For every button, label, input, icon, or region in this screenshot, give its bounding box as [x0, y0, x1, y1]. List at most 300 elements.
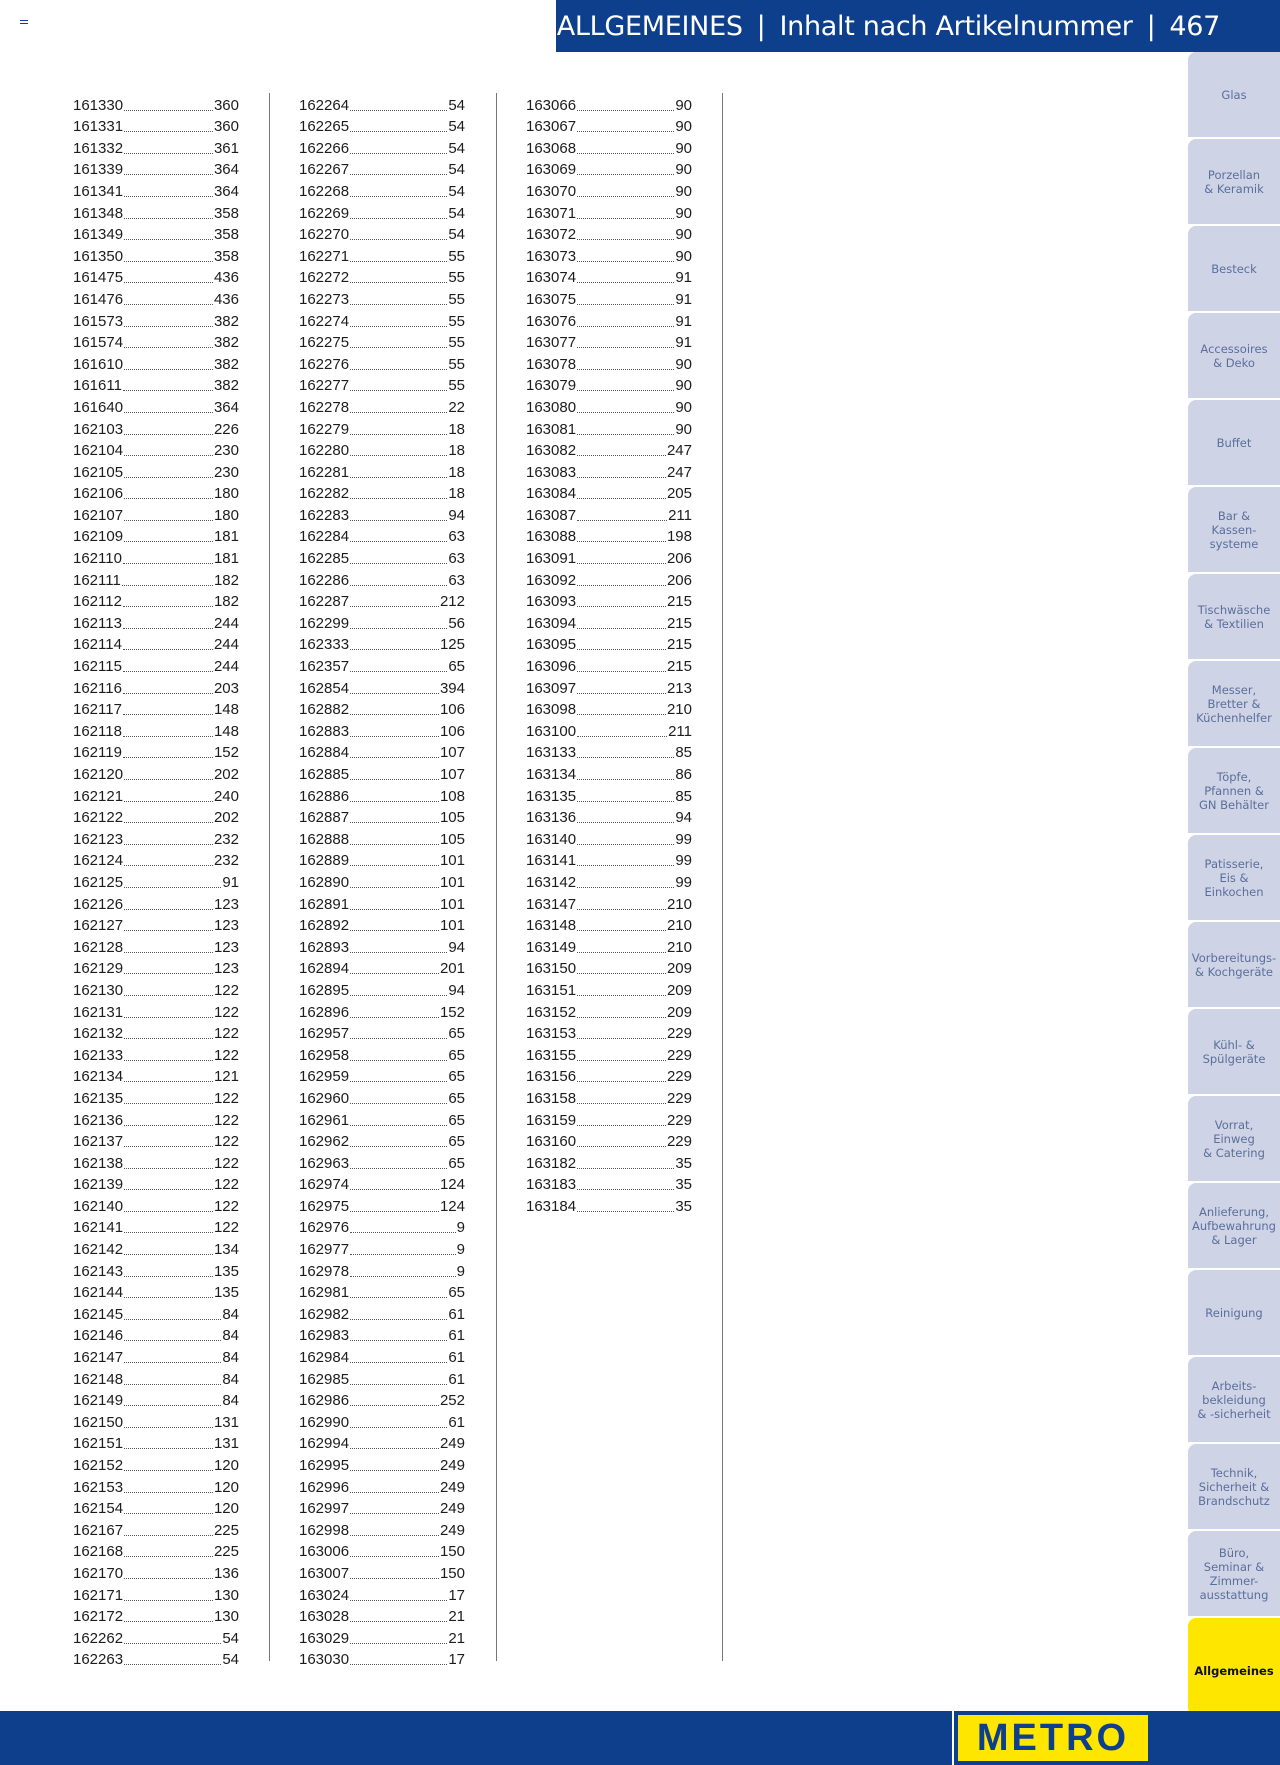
- article-number: 162126: [73, 895, 124, 913]
- article-number: 163068: [526, 139, 577, 157]
- dot-leader: [124, 779, 213, 780]
- index-entry: [73, 1043, 239, 1065]
- dot-leader: [124, 1535, 213, 1536]
- dot-leader: [577, 347, 674, 348]
- page-reference: 358: [213, 247, 239, 265]
- page-reference: 55: [448, 247, 465, 265]
- index-entry: [73, 115, 239, 137]
- page-reference: 150: [439, 1564, 465, 1582]
- page-reference: 17: [448, 1586, 465, 1604]
- article-number: 162983: [299, 1327, 350, 1345]
- tab-patisserie-eis-einkochen[interactable]: Patisserie, Eis & Einkochen: [1188, 835, 1280, 920]
- dot-leader: [124, 520, 213, 521]
- article-number: 163029: [299, 1629, 350, 1647]
- dot-leader: [124, 455, 213, 456]
- page-reference: 213: [666, 679, 692, 697]
- dot-leader: [350, 736, 439, 737]
- dot-leader: [124, 1427, 213, 1428]
- page-reference: 65: [448, 1154, 465, 1172]
- dot-leader: [577, 110, 674, 111]
- page-reference: 229: [666, 1111, 692, 1129]
- article-number: 163093: [526, 593, 577, 611]
- dot-leader: [124, 498, 213, 499]
- dot-leader: [577, 196, 674, 197]
- page-reference: 91: [222, 873, 239, 891]
- article-number: 162112: [73, 593, 122, 611]
- page-reference: 382: [213, 334, 239, 352]
- tab-buffet[interactable]: Buffet: [1188, 400, 1280, 485]
- article-number: 163147: [526, 895, 577, 913]
- menu-icon[interactable]: [20, 20, 28, 27]
- page-reference: 123: [213, 895, 239, 913]
- page-reference: 203: [213, 679, 239, 697]
- dot-leader: [124, 347, 213, 348]
- article-number: 161331: [73, 118, 124, 136]
- page-reference: 244: [213, 658, 239, 676]
- page-reference: 134: [213, 1241, 239, 1259]
- article-number: 161341: [73, 182, 124, 200]
- article-number: 162274: [299, 312, 350, 330]
- index-entry: [299, 309, 465, 331]
- dot-leader: [124, 1081, 213, 1082]
- dot-leader: [350, 455, 447, 456]
- dot-leader: [577, 174, 674, 175]
- page-reference: 215: [666, 614, 692, 632]
- article-number: 162130: [73, 981, 124, 999]
- index-entry: [299, 1626, 465, 1648]
- page-reference: 230: [213, 442, 239, 460]
- article-number: 162996: [299, 1478, 350, 1496]
- index-entry: [526, 741, 692, 763]
- index-entry: [299, 1000, 465, 1022]
- tab-bar-kassen-systeme[interactable]: Bar & Kassen- systeme: [1188, 487, 1280, 572]
- dot-leader: [124, 1384, 221, 1385]
- index-entry: [299, 719, 465, 741]
- page-reference: 54: [448, 139, 465, 157]
- dot-leader: [124, 1492, 213, 1493]
- article-number: 163071: [526, 204, 577, 222]
- tab-vorbereitungs-kochgeräte[interactable]: Vorbereitungs- & Kochgeräte: [1188, 922, 1280, 1007]
- page-reference: 182: [213, 571, 239, 589]
- dot-leader: [124, 801, 213, 802]
- index-entry: [73, 978, 239, 1000]
- page-reference: 122: [213, 1176, 239, 1194]
- index-column-3: [526, 93, 692, 1216]
- article-number: 163156: [526, 1068, 577, 1086]
- index-entry: [73, 719, 239, 741]
- page-reference: 229: [666, 1025, 692, 1043]
- article-number: 162263: [73, 1651, 124, 1669]
- index-entry: [73, 1605, 239, 1627]
- article-number: 162106: [73, 485, 124, 503]
- article-number: 162143: [73, 1262, 124, 1280]
- page-reference: 120: [213, 1478, 239, 1496]
- index-entry: [73, 1345, 239, 1367]
- page-reference: 358: [213, 226, 239, 244]
- index-entry: [299, 935, 465, 957]
- dot-leader: [124, 1621, 213, 1622]
- article-number: 162275: [299, 334, 350, 352]
- article-number: 162140: [73, 1197, 124, 1215]
- article-number: 162154: [73, 1500, 124, 1518]
- index-entry: [526, 266, 692, 288]
- dot-leader: [350, 1319, 447, 1320]
- article-number: 163091: [526, 550, 577, 568]
- page-reference: 360: [213, 96, 239, 114]
- page-reference: 65: [448, 1046, 465, 1064]
- dot-leader: [577, 239, 674, 240]
- index-entry: [299, 1022, 465, 1044]
- tab-reinigung[interactable]: Reinigung: [1188, 1270, 1280, 1355]
- tab-technik-sicherheit-brandschutz[interactable]: Technik, Sicherheit & Brandschutz: [1188, 1444, 1280, 1529]
- article-number: 162974: [299, 1176, 350, 1194]
- page-reference: 90: [675, 118, 692, 136]
- article-number: 162982: [299, 1305, 350, 1323]
- page-reference: 210: [666, 917, 692, 935]
- page-reference: 229: [666, 1133, 692, 1151]
- article-number: 163100: [526, 722, 577, 740]
- dot-leader: [124, 1600, 213, 1601]
- dot-leader: [124, 887, 221, 888]
- index-entry: [526, 546, 692, 568]
- page-reference: 382: [213, 355, 239, 373]
- index-column-2: [299, 93, 465, 1669]
- dot-leader: [577, 218, 674, 219]
- tab-arbeits-bekleidung-sicherheit[interactable]: Arbeits- bekleidung & -sicherheit: [1188, 1357, 1280, 1442]
- page-reference: 135: [213, 1284, 239, 1302]
- index-entry: [299, 1561, 465, 1583]
- article-number: 162129: [73, 960, 124, 978]
- index-entry: [73, 482, 239, 504]
- page-reference: 61: [448, 1305, 465, 1323]
- index-entry: [526, 1108, 692, 1130]
- article-number: 162886: [299, 787, 350, 805]
- article-number: 163148: [526, 917, 577, 935]
- index-entry: [299, 784, 465, 806]
- page-reference: 90: [675, 204, 692, 222]
- article-number: 162287: [299, 593, 350, 611]
- dot-leader: [577, 952, 666, 953]
- article-number: 162985: [299, 1370, 350, 1388]
- article-number: 162124: [73, 852, 124, 870]
- index-entry: [526, 1173, 692, 1195]
- article-number: 162269: [299, 204, 350, 222]
- page-reference: 364: [213, 398, 239, 416]
- header-separator: |: [756, 10, 766, 42]
- dot-leader: [124, 973, 213, 974]
- index-entry: [299, 1583, 465, 1605]
- article-number: 162890: [299, 873, 350, 891]
- page-reference: 123: [213, 938, 239, 956]
- article-number: 163083: [526, 463, 577, 481]
- dot-leader: [577, 671, 666, 672]
- dot-leader: [123, 714, 213, 715]
- index-entry: [526, 158, 692, 180]
- dot-leader: [577, 1125, 666, 1126]
- dot-leader: [350, 887, 439, 888]
- article-number: 163028: [299, 1608, 350, 1626]
- index-entry: [299, 374, 465, 396]
- page-reference: 105: [439, 830, 465, 848]
- dot-leader: [350, 1427, 447, 1428]
- dot-leader: [124, 1060, 213, 1061]
- dot-leader: [124, 1168, 213, 1169]
- page-reference: 106: [439, 701, 465, 719]
- dot-leader: [123, 628, 213, 629]
- dot-leader: [577, 1060, 666, 1061]
- page-reference: 124: [439, 1176, 465, 1194]
- index-entry: [299, 1216, 465, 1238]
- article-number: 162172: [73, 1608, 124, 1626]
- index-entry: [299, 1108, 465, 1130]
- index-entry: [73, 1151, 239, 1173]
- index-entry: [299, 870, 465, 892]
- index-entry: [299, 1237, 465, 1259]
- dot-leader: [124, 1103, 213, 1104]
- page-reference: 122: [213, 1089, 239, 1107]
- dot-leader: [350, 1535, 439, 1536]
- article-number: 161640: [73, 398, 124, 416]
- index-entry: [299, 439, 465, 461]
- index-entry: [299, 676, 465, 698]
- index-entry: [299, 482, 465, 504]
- page-reference: 229: [666, 1089, 692, 1107]
- article-number: 163070: [526, 182, 577, 200]
- page-reference: 91: [675, 290, 692, 308]
- index-entry: [526, 590, 692, 612]
- tab-glas[interactable]: Glas: [1188, 52, 1280, 137]
- page-reference: 229: [666, 1068, 692, 1086]
- dot-leader: [350, 153, 447, 154]
- dot-leader: [350, 1103, 447, 1104]
- page-reference: 86: [675, 766, 692, 783]
- page-reference: 21: [448, 1629, 465, 1647]
- dot-leader: [350, 282, 447, 283]
- dot-leader: [577, 282, 674, 283]
- article-number: 163095: [526, 636, 577, 654]
- index-entry: [73, 503, 239, 525]
- index-entry: [299, 1648, 465, 1670]
- index-entry: [73, 1432, 239, 1454]
- index-entry: [73, 676, 239, 698]
- article-number: 162149: [73, 1392, 124, 1410]
- index-entry: [299, 1130, 465, 1152]
- index-entry: [73, 244, 239, 266]
- index-entry: [299, 1086, 465, 1108]
- index-entry: [299, 568, 465, 590]
- index-entry: [526, 762, 692, 784]
- dot-leader: [350, 649, 439, 650]
- article-number: 162136: [73, 1111, 124, 1129]
- index-entry: [73, 201, 239, 223]
- dot-leader: [124, 909, 213, 910]
- index-entry: [73, 957, 239, 979]
- article-number: 162887: [299, 809, 350, 827]
- tab-porzellan-keramik[interactable]: Porzellan & Keramik: [1188, 139, 1280, 224]
- index-entry: [299, 633, 465, 655]
- index-entry: [73, 892, 239, 914]
- tab-kühl-spülgeräte[interactable]: Kühl- & Spülgeräte: [1188, 1009, 1280, 1094]
- article-number: 163077: [526, 334, 577, 352]
- page-reference: 63: [448, 571, 465, 589]
- article-number: 162299: [299, 614, 350, 632]
- tab-anlieferung-aufbewahrung-lager[interactable]: Anlieferung, Aufbewahrung & Lager: [1188, 1183, 1280, 1268]
- article-number: 162959: [299, 1068, 350, 1086]
- index-entry: [73, 568, 239, 590]
- page-reference: 232: [213, 830, 239, 848]
- page-reference: 230: [213, 463, 239, 481]
- tab-büro-seminar-zimmer-ausstattung[interactable]: Büro, Seminar & Zimmer- ausstattung: [1188, 1531, 1280, 1616]
- page-reference: 90: [675, 139, 692, 157]
- article-number: 162893: [299, 938, 350, 956]
- page-reference: 94: [675, 809, 692, 827]
- index-entry: [73, 287, 239, 309]
- page-reference: 382: [213, 312, 239, 330]
- index-entry: [526, 698, 692, 720]
- index-entry: [73, 1648, 239, 1670]
- index-entry: [299, 849, 465, 871]
- article-number: 163184: [526, 1197, 577, 1215]
- index-entry: [526, 503, 692, 525]
- page-reference: 84: [222, 1349, 239, 1367]
- article-number: 162122: [73, 809, 124, 827]
- page-reference: 394: [439, 679, 465, 697]
- dot-leader: [350, 390, 447, 391]
- tab-besteck[interactable]: Besteck: [1188, 226, 1280, 311]
- index-entry: [73, 1281, 239, 1303]
- index-entry: [299, 762, 465, 784]
- dot-leader: [350, 326, 447, 327]
- dot-leader: [350, 952, 447, 953]
- page-reference: 55: [448, 377, 465, 395]
- page-reference: 123: [213, 960, 239, 978]
- dot-leader: [350, 174, 447, 175]
- article-number: 163160: [526, 1133, 577, 1151]
- article-number: 162151: [73, 1435, 124, 1453]
- page-reference: 35: [675, 1197, 692, 1215]
- article-number: 163080: [526, 398, 577, 416]
- dot-leader: [350, 585, 447, 586]
- article-number: 162167: [73, 1521, 124, 1539]
- dot-leader: [124, 1038, 213, 1039]
- page-reference: 210: [666, 895, 692, 913]
- article-number: 161330: [73, 96, 124, 114]
- dot-leader: [577, 1017, 666, 1018]
- index-entry: [73, 1022, 239, 1044]
- page-reference: 130: [213, 1586, 239, 1604]
- dot-leader: [350, 218, 447, 219]
- index-entry: [299, 1367, 465, 1389]
- dot-leader: [577, 585, 666, 586]
- page-reference: 244: [213, 636, 239, 654]
- page-reference: 122: [213, 1133, 239, 1151]
- page-reference: 84: [222, 1392, 239, 1410]
- index-entry: [73, 309, 239, 331]
- page-reference: 101: [439, 895, 465, 913]
- dot-leader: [350, 1125, 447, 1126]
- article-number: 163092: [526, 571, 577, 589]
- index-entry: [73, 331, 239, 353]
- index-entry: [73, 1367, 239, 1389]
- metro-logo: [958, 1715, 1148, 1761]
- article-number: 162111: [73, 571, 121, 589]
- index-entry: [73, 827, 239, 849]
- article-number: 162123: [73, 830, 124, 848]
- article-number: 161476: [73, 290, 124, 308]
- article-number: 162357: [299, 658, 350, 676]
- page-reference: 9: [456, 1262, 465, 1280]
- index-entry: [526, 395, 692, 417]
- index-entry: [73, 136, 239, 158]
- index-entry: [73, 1561, 239, 1583]
- page-reference: 180: [213, 506, 239, 524]
- page-reference: 18: [448, 442, 465, 460]
- index-entry: [73, 395, 239, 417]
- index-entry: [73, 460, 239, 482]
- dot-leader: [350, 757, 439, 758]
- index-entry: [299, 1281, 465, 1303]
- page-reference: 54: [448, 182, 465, 200]
- article-number: 162107: [73, 506, 124, 524]
- article-number: 162137: [73, 1133, 124, 1151]
- article-number: 161610: [73, 355, 124, 373]
- tab-vorrat-einweg-catering[interactable]: Vorrat, Einweg & Catering: [1188, 1096, 1280, 1181]
- index-entry: [526, 331, 692, 353]
- dot-leader: [577, 304, 674, 305]
- index-entry: [526, 719, 692, 741]
- dot-leader: [124, 477, 213, 478]
- index-entry: [73, 1302, 239, 1324]
- page-reference: 209: [666, 981, 692, 999]
- page-reference: 122: [213, 1025, 239, 1043]
- tab-messer-bretter-küchenhelfer[interactable]: Messer, Bretter & Küchenhelfer: [1188, 661, 1280, 746]
- index-entry: [73, 806, 239, 828]
- index-entry: [526, 460, 692, 482]
- tab-accessoires-deko[interactable]: Accessoires & Deko: [1188, 313, 1280, 398]
- article-number: 162978: [299, 1262, 350, 1280]
- dot-leader: [350, 973, 439, 974]
- dot-leader: [124, 131, 213, 132]
- index-entry: [73, 849, 239, 871]
- dot-leader: [124, 995, 213, 996]
- page-reference: 436: [213, 269, 239, 287]
- index-entry: [73, 1216, 239, 1238]
- article-number: 162150: [73, 1413, 124, 1431]
- index-entry: [526, 935, 692, 957]
- article-number: 162104: [73, 442, 124, 460]
- tab-allgemeines[interactable]: Allgemeines: [1188, 1618, 1280, 1723]
- index-entry: [299, 1453, 465, 1475]
- dot-leader: [122, 585, 213, 586]
- page-reference: 91: [675, 269, 692, 287]
- dot-leader: [124, 1125, 213, 1126]
- article-number: 162984: [299, 1349, 350, 1367]
- dot-leader: [124, 1405, 221, 1406]
- article-number: 162283: [299, 506, 350, 524]
- index-entry: [526, 870, 692, 892]
- dot-leader: [350, 909, 439, 910]
- dot-leader: [350, 1492, 439, 1493]
- tab-tischwäsche-textilien[interactable]: Tischwäsche & Textilien: [1188, 574, 1280, 659]
- page-reference: 65: [448, 1111, 465, 1129]
- tab-töpfe-pfannen-gn-behälter[interactable]: Töpfe, Pfannen & GN Behälter: [1188, 748, 1280, 833]
- dot-leader: [350, 606, 439, 607]
- dot-leader: [124, 326, 213, 327]
- page-reference: 209: [666, 1003, 692, 1021]
- page-reference: 198: [666, 528, 692, 546]
- index-entry: [299, 827, 465, 849]
- page-reference: 120: [213, 1457, 239, 1474]
